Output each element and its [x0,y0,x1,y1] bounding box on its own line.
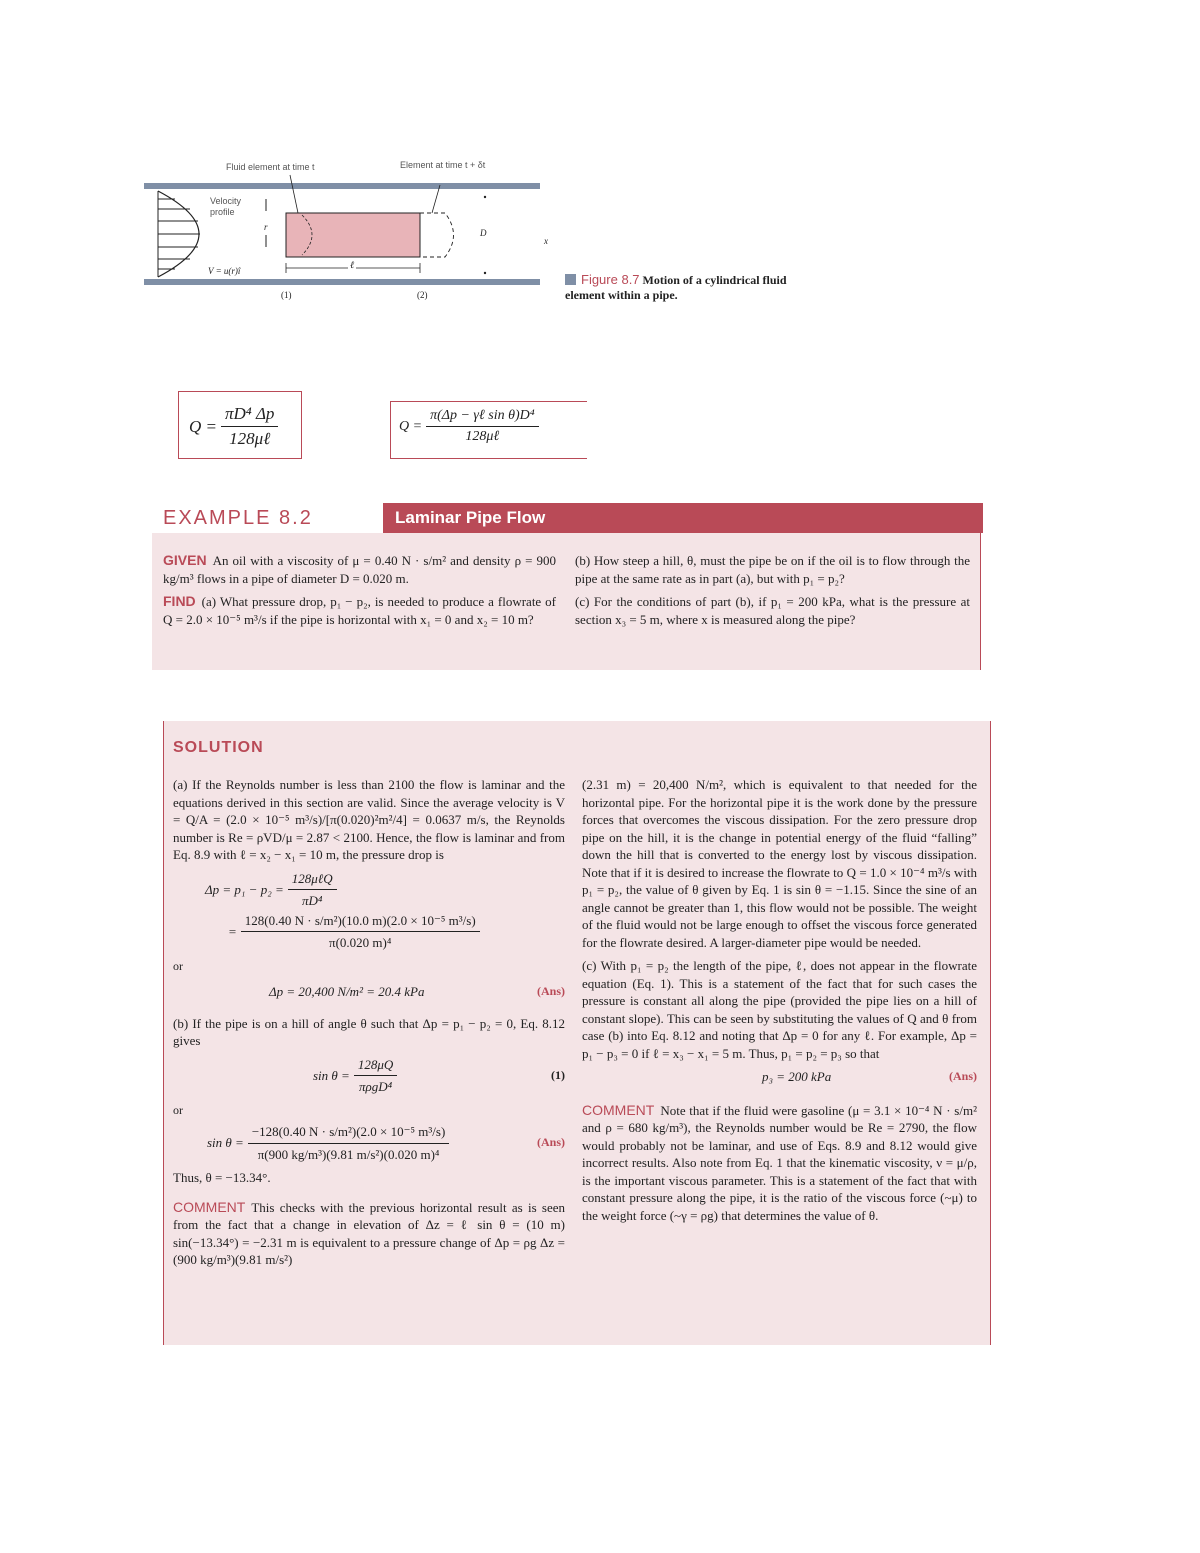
b-eq-denominator: πρgD⁴ [358,1079,393,1094]
figure-label-fluid-element: Fluid element at time t [226,162,315,172]
eq1-numerator: πD⁴ Δp [221,404,278,427]
a-eq1-denominator: πD⁴ [301,893,323,908]
solution-right-column [582,776,977,1230]
solution-c-result [762,1068,977,1086]
figure-label-section1: (1) [281,290,292,300]
b-eq2-fraction [248,1123,449,1163]
solution-b-eq2 [207,1123,565,1163]
solution-b-thus: Thus, θ = −13.34°. [173,1170,271,1185]
comment-2-paragraph [582,1102,977,1225]
b-eq-lhs: sin θ = [313,1067,350,1083]
caption-square-icon [565,274,576,285]
figure-label-x: x [544,236,548,246]
ans-label-a: (Ans) [536,984,565,998]
or-label-1: or [173,958,183,973]
c-result: p₃ = 200 kPa [762,1069,832,1084]
eq2-lhs: Q = [399,418,423,434]
figure-label-r: r [264,222,268,232]
eq1-fraction [221,404,278,449]
figure-label-ell: ℓ [350,260,355,271]
find-b-text: (b) How steep a hill, θ, must the pipe be on if the oil is to flow through the pipe at the same rate as in part (a), but with p₁ = p₂? [575,553,970,586]
comment-1-text: This checks with the previous horizontal result as is seen from the fact that a change in elevation of Δz = ℓ sin θ = (10 m) sin(−13.34°) = −2.31 m is equivalent to a pressure change of Δp = ρg Δz = (900 kg/m³)(9.81 m/s²) [173,1199,565,1267]
figure-label-section2: (2) [417,290,428,300]
solution-right-p1: (2.31 m) = 20,400 N/m², which is equivalent to that needed for the horizontal pipe. For the horizontal pipe it is the work done by the pressure forces that overcomes the viscous dissipation. For the zero pressure drop pipe on the hill, it is the change in potential energy of the fluid “falling” down the hill that is converted to the energy lost by viscous dissipation. Note that if it is desired to increase the flowrate to Q = 1.0 × 10⁻⁴ m³/s with p₁ = p₂, the value of θ given by Eq. 1 is sin θ = −1.15. Since the sine of an angle cannot be greater than 1, this flow would not be possible. The weight of the fluid would not be large enough to offset the viscous force generated for the flowrate desired. A larger-diameter pipe would be needed. [582,777,977,950]
find-c-text: (c) For the conditions of part (b), if p₁ = 200 kPa, what is the pressure at section x₃ = 5 m, where x is measured along the pipe? [575,594,970,627]
example-title: Laminar Pipe Flow [395,508,546,527]
comment-1-paragraph [173,1199,565,1269]
b-eq2-lhs: sin θ = [207,1135,244,1151]
solution-a-result [269,983,565,1001]
example-number: EXAMPLE 8.2 [163,507,313,529]
find-label: FIND [163,593,196,609]
example-title-bar [383,503,983,533]
a-eq1-numerator: 128μℓQ [288,870,337,891]
solution-a-text: (a) If the Reynolds number is less than 2100 the flow is laminar and the equations derived in this section are valid. Since the average velocity is V = Q/A = (2.0 × 10⁻⁵ m³/s)/[π(0.020)²m²/4] = 0.0637 m/s, the Reynolds number is Re = ρVD/μ = 2.87 < 2100. Hence, the flow is laminar and from Eq. 8.9 with ℓ = x₂ − x₁ = 10 m, the pressure drop is [173,777,565,862]
caption-number: Figure 8.7 [581,272,640,287]
b-eq-fraction [354,1056,397,1096]
solution-title: SOLUTION [173,739,264,756]
given-text: An oil with a viscosity of μ = 0.40 N · s/m² and density ρ = 900 kg/m³ flows in a pipe of diameter D = 0.020 m. [163,553,556,586]
or-label-2: or [173,1102,183,1117]
a-eq2-denominator: π(0.020 m)⁴ [329,935,392,950]
b-eq-tag: (1) [551,1067,565,1082]
caption-text: Motion of a cylindrical fluid element within a pipe. [565,273,787,302]
ans-label-b: (Ans) [536,1135,565,1150]
eq1-lhs: Q = [189,416,217,436]
eq2-denominator: 128μℓ [465,429,500,444]
a-eq2-fraction [241,912,480,952]
a-eq1-lhs: Δp = p₁ − p₂ = [205,881,284,897]
find-a-text: (a) What pressure drop, p₁ − p₂, is needed to produce a flowrate of Q = 2.0 × 10⁻⁵ m³/s if the pipe is horizontal with x₁ = 0 and x₂ = 10 m? [163,594,556,627]
find-paragraph [163,593,556,628]
equation-box-inclined [390,401,587,459]
solution-b-text: (b) If the pipe is on a hill of angle θ such that Δp = p₁ − p₂ = 0, Eq. 8.12 gives [173,1015,565,1048]
figure-label-element-later: Element at time t + δt [400,160,486,170]
given-paragraph [163,552,556,587]
b-eq2-numerator: −128(0.40 N · s/m²)(2.0 × 10⁻⁵ m³/s) [248,1123,449,1144]
eq1-denominator: 128μℓ [229,429,271,448]
comment-label-2: COMMENT [582,1101,655,1118]
ans-label-c: (Ans) [948,1069,977,1083]
solution-c-text: (c) With p₁ = p₂ the length of the pipe, ℓ, does not appear in the flowrate equation (Eq. 1). This is a statement of the fact that for such cases the pressure is constant all along the pipe (provided the pipe lies on a hill of constant slope). This can be seen by substituting the values of Q and θ from case (b) into Eq. 8.12 and noting that Δp = 0 for any ℓ. For example, Δp = p₁ − p₃ = 0 if ℓ = x₃ − x₁ = 5 m. Thus, p₁ = p₂ = p₃ so that [582,958,977,1061]
a-eq2-numerator: 128(0.40 N · s/m²)(10.0 m)(2.0 × 10⁻⁵ m³/s) [241,912,480,933]
figure-label-velocity-eq: V = u(r)î [208,266,241,276]
a-eq1-fraction [288,870,337,910]
example-right-column [575,552,970,634]
figure-label-D: D [480,228,487,238]
pipe-figure [140,155,560,305]
figure-label-velocity-profile: Velocity profile [210,196,242,217]
b-eq-numerator: 128μQ [354,1056,397,1077]
solution-a-eq1 [205,870,565,910]
eq2-fraction [426,408,539,445]
a-result: Δp = 20,400 N/m² = 20.4 kPa [269,984,425,999]
figure-caption [565,272,825,303]
solution-b-eq1 [313,1056,565,1096]
solution-a-eq2: = $\frac{\text{128(0.40 N · s/m²)(10.0 m)(2.0 × 10⁻⁵ m³/s)}}{\text{π(0.020 m)⁴}}$ [228,912,565,952]
solution-left-column [173,776,565,1275]
b-eq2-denominator: π(900 kg/m³)(9.81 m/s²)(0.020 m)⁴ [257,1146,440,1162]
comment-2-text: Note that if the fluid were gasoline (μ = 3.1 × 10⁻⁴ N · s/m² and ρ = 680 kg/m³), the Reynolds number would be Re = 2790, the flow would probably not be laminar, and use of Eqs. 8.9 and 8.12 would give incorrect results. Also note from Eq. 1 that the kinematic viscosity, ν = μ/ρ, is the important viscous parameter. This is a statement of the fact that with constant pressure along the pipe, it is the ratio of the viscous force (~μ) to the weight force (~γ = ρg) that determines the value of θ. [582,1102,977,1223]
eq2-numerator: π(Δp − γℓ sin θ)D⁴ [426,408,539,427]
given-label: GIVEN [163,552,207,568]
example-left-column [163,552,556,634]
comment-label-1: COMMENT [173,1198,246,1215]
equation-box-horizontal [178,391,302,459]
